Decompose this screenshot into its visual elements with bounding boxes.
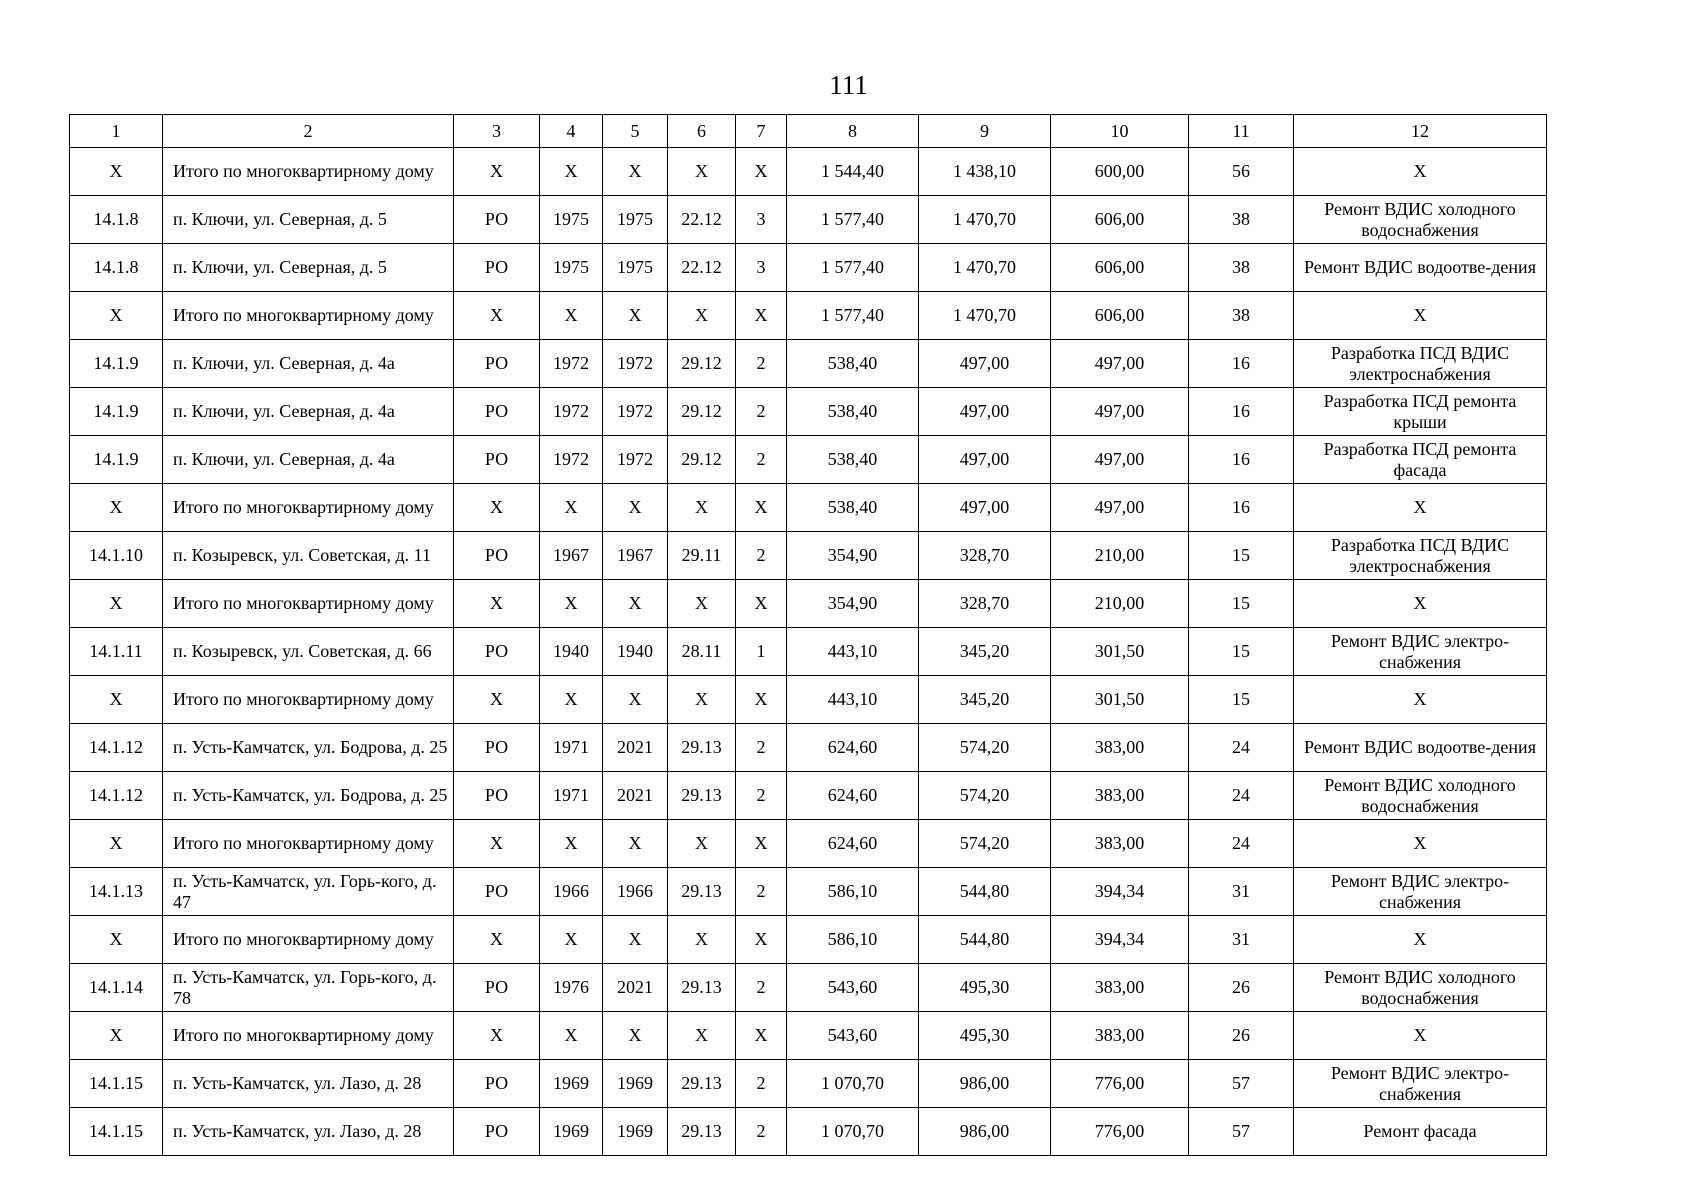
table-cell: Х	[454, 148, 540, 196]
table-cell: 26	[1189, 964, 1294, 1012]
table-cell: 29.13	[668, 1108, 736, 1156]
table-cell: Ремонт ВДИС водоотве-дения	[1294, 244, 1547, 292]
table-cell: Х	[668, 676, 736, 724]
table-cell: Итого по многоквартирному дому	[163, 484, 454, 532]
table-cell: Х	[736, 676, 787, 724]
table-cell: 383,00	[1051, 820, 1189, 868]
table-cell: РО	[454, 964, 540, 1012]
table-cell: Разработка ПСД ремонта крыши	[1294, 388, 1547, 436]
column-number-11: 11	[1189, 115, 1294, 148]
table-cell: Х	[668, 820, 736, 868]
table-cell: 38	[1189, 244, 1294, 292]
table-cell: 3	[736, 244, 787, 292]
table-cell: Х	[668, 1012, 736, 1060]
total-row	[70, 484, 1547, 532]
table-cell: 1 438,10	[919, 148, 1051, 196]
table-cell: Х	[454, 292, 540, 340]
table-cell: Итого по многоквартирному дому	[163, 676, 454, 724]
table-cell: Х	[1294, 484, 1547, 532]
total-row	[70, 148, 1547, 196]
table-cell: 586,10	[787, 868, 919, 916]
table-cell: 301,50	[1051, 676, 1189, 724]
table-cell: 210,00	[1051, 532, 1189, 580]
table-cell: 2	[736, 868, 787, 916]
column-number-6: 6	[668, 115, 736, 148]
table-cell: Х	[736, 292, 787, 340]
table-cell: Итого по многоквартирному дому	[163, 1012, 454, 1060]
table-cell: 24	[1189, 772, 1294, 820]
table-cell: 2	[736, 532, 787, 580]
table-cell: 345,20	[919, 676, 1051, 724]
table-cell: 2	[736, 436, 787, 484]
table-cell: 2021	[603, 724, 668, 772]
table-cell: Ремонт ВДИС электро-снабжения	[1294, 628, 1547, 676]
table-cell: 301,50	[1051, 628, 1189, 676]
table-cell: Итого по многоквартирному дому	[163, 580, 454, 628]
table-cell: 1976	[540, 964, 603, 1012]
table-cell: РО	[454, 1108, 540, 1156]
table-cell: Х	[70, 1012, 163, 1060]
table-cell: 1972	[603, 436, 668, 484]
table-cell: 497,00	[1051, 436, 1189, 484]
table-cell: Х	[454, 676, 540, 724]
table-cell: 29.13	[668, 964, 736, 1012]
table-cell: 606,00	[1051, 292, 1189, 340]
table-cell: Х	[70, 148, 163, 196]
table-row	[70, 1060, 1547, 1108]
table-cell: Х	[603, 916, 668, 964]
table-cell: 497,00	[919, 436, 1051, 484]
table-cell: 606,00	[1051, 244, 1189, 292]
table-cell: 1972	[540, 340, 603, 388]
table-cell: 606,00	[1051, 196, 1189, 244]
table-cell: Ремонт ВДИС холодного водоснабжения	[1294, 772, 1547, 820]
table-cell: 14.1.15	[70, 1060, 163, 1108]
table-cell: РО	[454, 244, 540, 292]
table-cell: Х	[540, 916, 603, 964]
column-number-3: 3	[454, 115, 540, 148]
table-cell: 2	[736, 388, 787, 436]
table-cell: Х	[668, 916, 736, 964]
table-cell: 3	[736, 196, 787, 244]
table-cell: Итого по многоквартирному дому	[163, 148, 454, 196]
table-cell: 1975	[603, 196, 668, 244]
table-cell: 495,30	[919, 964, 1051, 1012]
table-cell: Итого по многоквартирному дому	[163, 292, 454, 340]
table-cell: 1 470,70	[919, 196, 1051, 244]
table-cell: 1972	[540, 388, 603, 436]
table-cell: Х	[540, 820, 603, 868]
table-row	[70, 340, 1547, 388]
table-row	[70, 724, 1547, 772]
table-cell: 2	[736, 1108, 787, 1156]
table-cell: Х	[70, 916, 163, 964]
table-cell: 497,00	[1051, 340, 1189, 388]
table-cell: Х	[1294, 148, 1547, 196]
table-cell: 574,20	[919, 820, 1051, 868]
table-cell: 624,60	[787, 772, 919, 820]
table-cell: Ремонт ВДИС водоотве-дения	[1294, 724, 1547, 772]
table-cell: РО	[454, 772, 540, 820]
table-cell: 497,00	[919, 388, 1051, 436]
table-cell: п. Усть-Камчатск, ул. Горь-кого, д. 78	[163, 964, 454, 1012]
table-cell: 1972	[603, 340, 668, 388]
table-cell: 2	[736, 772, 787, 820]
table-cell: 14.1.9	[70, 388, 163, 436]
table-cell: 14.1.15	[70, 1108, 163, 1156]
table-cell: 14.1.10	[70, 532, 163, 580]
table-cell: 15	[1189, 532, 1294, 580]
table-cell: 383,00	[1051, 772, 1189, 820]
table-cell: Ремонт ВДИС электро-снабжения	[1294, 868, 1547, 916]
table-cell: 394,34	[1051, 868, 1189, 916]
table-cell: 1 544,40	[787, 148, 919, 196]
table-cell: 1 070,70	[787, 1108, 919, 1156]
table-cell: 14.1.14	[70, 964, 163, 1012]
table-cell: 29.11	[668, 532, 736, 580]
table-cell: 1975	[540, 196, 603, 244]
table-cell: 22.12	[668, 244, 736, 292]
table-cell: 600,00	[1051, 148, 1189, 196]
table-cell: Х	[70, 580, 163, 628]
table-cell: 1971	[540, 724, 603, 772]
table-cell: 1975	[603, 244, 668, 292]
table-cell: 497,00	[1051, 484, 1189, 532]
table-cell: п. Усть-Камчатск, ул. Лазо, д. 28	[163, 1060, 454, 1108]
table-cell: Х	[70, 484, 163, 532]
table-cell: 14.1.9	[70, 340, 163, 388]
table-row	[70, 388, 1547, 436]
table-cell: 497,00	[919, 484, 1051, 532]
table-cell: Х	[603, 676, 668, 724]
table-cell: 2021	[603, 772, 668, 820]
table-cell: 28.11	[668, 628, 736, 676]
table-cell: Х	[736, 916, 787, 964]
table-cell: 495,30	[919, 1012, 1051, 1060]
table-cell: 15	[1189, 676, 1294, 724]
table-cell: 15	[1189, 628, 1294, 676]
table-cell: РО	[454, 340, 540, 388]
table-cell: Х	[603, 580, 668, 628]
table-cell: 14.1.9	[70, 436, 163, 484]
table-cell: 26	[1189, 1012, 1294, 1060]
table-cell: Х	[1294, 1012, 1547, 1060]
table-cell: п. Ключи, ул. Северная, д. 5	[163, 196, 454, 244]
table-cell: РО	[454, 196, 540, 244]
table-row	[70, 532, 1547, 580]
table-cell: Х	[454, 1012, 540, 1060]
table-cell: 383,00	[1051, 724, 1189, 772]
table-cell: 1967	[540, 532, 603, 580]
column-number-7: 7	[736, 115, 787, 148]
table-cell: Х	[454, 820, 540, 868]
table-cell: Разработка ПСД ремонта фасада	[1294, 436, 1547, 484]
table-cell: 29.13	[668, 772, 736, 820]
table-cell: 1975	[540, 244, 603, 292]
table-cell: Х	[603, 484, 668, 532]
table-cell: 14.1.12	[70, 772, 163, 820]
column-number-2: 2	[163, 115, 454, 148]
table-cell: Х	[540, 484, 603, 532]
table-row	[70, 964, 1547, 1012]
table-cell: 2021	[603, 964, 668, 1012]
table-cell: 1969	[540, 1060, 603, 1108]
table-cell: 1969	[540, 1108, 603, 1156]
table-row	[70, 628, 1547, 676]
table-cell: Х	[70, 676, 163, 724]
table-cell: 16	[1189, 388, 1294, 436]
table-cell: Разработка ПСД ВДИС электроснабжения	[1294, 340, 1547, 388]
table-cell: Х	[540, 676, 603, 724]
table-cell: РО	[454, 1060, 540, 1108]
table-cell: 29.13	[668, 1060, 736, 1108]
table-cell: 1972	[540, 436, 603, 484]
table-cell: Х	[1294, 916, 1547, 964]
table-cell: Ремонт ВДИС холодного водоснабжения	[1294, 196, 1547, 244]
table-row	[70, 244, 1547, 292]
table-cell: 383,00	[1051, 1012, 1189, 1060]
table-row	[70, 196, 1547, 244]
table-cell: 328,70	[919, 532, 1051, 580]
table-cell: 394,34	[1051, 916, 1189, 964]
page-number: 111	[829, 70, 868, 100]
table-cell: п. Козыревск, ул. Советская, д. 66	[163, 628, 454, 676]
table-cell: 538,40	[787, 436, 919, 484]
table-cell: 538,40	[787, 388, 919, 436]
table-row	[70, 772, 1547, 820]
header-row	[70, 115, 1547, 148]
table-cell: 29.12	[668, 388, 736, 436]
table-cell: 24	[1189, 724, 1294, 772]
table-cell: 538,40	[787, 340, 919, 388]
table-cell: 29.12	[668, 340, 736, 388]
column-number-10: 10	[1051, 115, 1189, 148]
table-cell: Ремонт ВДИС электро-снабжения	[1294, 1060, 1547, 1108]
table-cell: 1967	[603, 532, 668, 580]
table-cell: 624,60	[787, 724, 919, 772]
table-cell: 1 577,40	[787, 196, 919, 244]
table-cell: 14.1.8	[70, 196, 163, 244]
table-cell: 1 470,70	[919, 292, 1051, 340]
total-row	[70, 580, 1547, 628]
table-cell: Х	[736, 148, 787, 196]
table-cell: 38	[1189, 292, 1294, 340]
table-cell: 2	[736, 724, 787, 772]
table-cell: 538,40	[787, 484, 919, 532]
table-cell: 210,00	[1051, 580, 1189, 628]
table-cell: 1940	[603, 628, 668, 676]
table-cell: 16	[1189, 340, 1294, 388]
table-cell: РО	[454, 532, 540, 580]
table-cell: 497,00	[919, 340, 1051, 388]
table-cell: 1 470,70	[919, 244, 1051, 292]
table-cell: 986,00	[919, 1108, 1051, 1156]
table-cell: Х	[736, 580, 787, 628]
total-row	[70, 676, 1547, 724]
table-cell: Х	[668, 292, 736, 340]
table-cell: 544,80	[919, 916, 1051, 964]
table-cell: п. Ключи, ул. Северная, д. 5	[163, 244, 454, 292]
table-cell: 31	[1189, 868, 1294, 916]
column-number-5: 5	[603, 115, 668, 148]
table-cell: Х	[736, 1012, 787, 1060]
table-cell: п. Усть-Камчатск, ул. Бодрова, д. 25	[163, 724, 454, 772]
table-cell: Х	[603, 148, 668, 196]
table-cell: 544,80	[919, 868, 1051, 916]
table-cell: 14.1.8	[70, 244, 163, 292]
table-cell: 574,20	[919, 772, 1051, 820]
table-cell: РО	[454, 724, 540, 772]
table-cell: 1 577,40	[787, 292, 919, 340]
table-cell: 57	[1189, 1060, 1294, 1108]
table-body	[70, 115, 1547, 1156]
table-cell: 29.12	[668, 436, 736, 484]
table-cell: п. Усть-Камчатск, ул. Бодрова, д. 25	[163, 772, 454, 820]
table-cell: 29.13	[668, 868, 736, 916]
housing-repair-table	[69, 114, 1547, 1156]
table-cell: Х	[70, 820, 163, 868]
table-cell: Ремонт фасада	[1294, 1108, 1547, 1156]
table-cell: Ремонт ВДИС холодного водоснабжения	[1294, 964, 1547, 1012]
table-cell: Итого по многоквартирному дому	[163, 916, 454, 964]
table-cell: Х	[668, 484, 736, 532]
table-cell: 354,90	[787, 580, 919, 628]
table-cell: п. Козыревск, ул. Советская, д. 11	[163, 532, 454, 580]
table-cell: 345,20	[919, 628, 1051, 676]
table-row	[70, 868, 1547, 916]
table-cell: 2	[736, 964, 787, 1012]
table-cell: 24	[1189, 820, 1294, 868]
total-row	[70, 292, 1547, 340]
column-number-8: 8	[787, 115, 919, 148]
table-cell: 497,00	[1051, 388, 1189, 436]
table-cell: 2	[736, 1060, 787, 1108]
table-cell: РО	[454, 868, 540, 916]
table-row	[70, 1108, 1547, 1156]
table-cell: 1940	[540, 628, 603, 676]
table-cell: 543,60	[787, 1012, 919, 1060]
table-cell: 1971	[540, 772, 603, 820]
table-cell: п. Ключи, ул. Северная, д. 4а	[163, 340, 454, 388]
table-cell: 31	[1189, 916, 1294, 964]
table-cell: Х	[454, 916, 540, 964]
table-cell: Х	[736, 484, 787, 532]
table-cell: 986,00	[919, 1060, 1051, 1108]
table-cell: 1966	[603, 868, 668, 916]
table-cell: п. Ключи, ул. Северная, д. 4а	[163, 436, 454, 484]
total-row	[70, 1012, 1547, 1060]
table-cell: 22.12	[668, 196, 736, 244]
table-cell: Х	[454, 580, 540, 628]
table-cell: 57	[1189, 1108, 1294, 1156]
table-cell: 1	[736, 628, 787, 676]
table-cell: 1966	[540, 868, 603, 916]
table-cell: 1969	[603, 1108, 668, 1156]
table-row	[70, 436, 1547, 484]
table-cell: Х	[1294, 820, 1547, 868]
table-cell: 586,10	[787, 916, 919, 964]
table-cell: 2	[736, 340, 787, 388]
table-cell: 16	[1189, 436, 1294, 484]
table-cell: 443,10	[787, 676, 919, 724]
table-cell: Х	[668, 148, 736, 196]
table-cell: Разработка ПСД ВДИС электроснабжения	[1294, 532, 1547, 580]
table-cell: 776,00	[1051, 1108, 1189, 1156]
table-cell: 56	[1189, 148, 1294, 196]
table-cell: Х	[603, 292, 668, 340]
table-cell: 14.1.13	[70, 868, 163, 916]
table-cell: 1969	[603, 1060, 668, 1108]
table-cell: 15	[1189, 580, 1294, 628]
table-cell: Итого по многоквартирному дому	[163, 820, 454, 868]
table-cell: Х	[1294, 580, 1547, 628]
table-cell: п. Усть-Камчатск, ул. Горь-кого, д. 47	[163, 868, 454, 916]
table-cell: Х	[70, 292, 163, 340]
table-cell: 383,00	[1051, 964, 1189, 1012]
table-cell: 624,60	[787, 820, 919, 868]
table-cell: п. Ключи, ул. Северная, д. 4а	[163, 388, 454, 436]
table-cell: Х	[1294, 292, 1547, 340]
table-cell: 38	[1189, 196, 1294, 244]
table-cell: РО	[454, 628, 540, 676]
table-cell: 574,20	[919, 724, 1051, 772]
table-cell: Х	[603, 1012, 668, 1060]
table-cell: 328,70	[919, 580, 1051, 628]
table-cell: Х	[454, 484, 540, 532]
table-cell: 1 577,40	[787, 244, 919, 292]
table-cell: Х	[540, 148, 603, 196]
table-cell: Х	[1294, 676, 1547, 724]
table-cell: 16	[1189, 484, 1294, 532]
total-row	[70, 820, 1547, 868]
table-cell: 776,00	[1051, 1060, 1189, 1108]
column-number-4: 4	[540, 115, 603, 148]
table-cell: 543,60	[787, 964, 919, 1012]
table-cell: Х	[540, 292, 603, 340]
column-number-9: 9	[919, 115, 1051, 148]
table-cell: 14.1.11	[70, 628, 163, 676]
column-number-1: 1	[70, 115, 163, 148]
table-cell: 14.1.12	[70, 724, 163, 772]
table-cell: 1972	[603, 388, 668, 436]
table-cell: РО	[454, 436, 540, 484]
table-cell: п. Усть-Камчатск, ул. Лазо, д. 28	[163, 1108, 454, 1156]
table-cell: Х	[603, 820, 668, 868]
table-cell: 443,10	[787, 628, 919, 676]
total-row	[70, 916, 1547, 964]
table-cell: Х	[668, 580, 736, 628]
table-cell: 354,90	[787, 532, 919, 580]
table-cell: 29.13	[668, 724, 736, 772]
column-number-12: 12	[1294, 115, 1547, 148]
table-cell: РО	[454, 388, 540, 436]
table-cell: Х	[540, 1012, 603, 1060]
table-cell: Х	[736, 820, 787, 868]
table-cell: 1 070,70	[787, 1060, 919, 1108]
table-cell: Х	[540, 580, 603, 628]
